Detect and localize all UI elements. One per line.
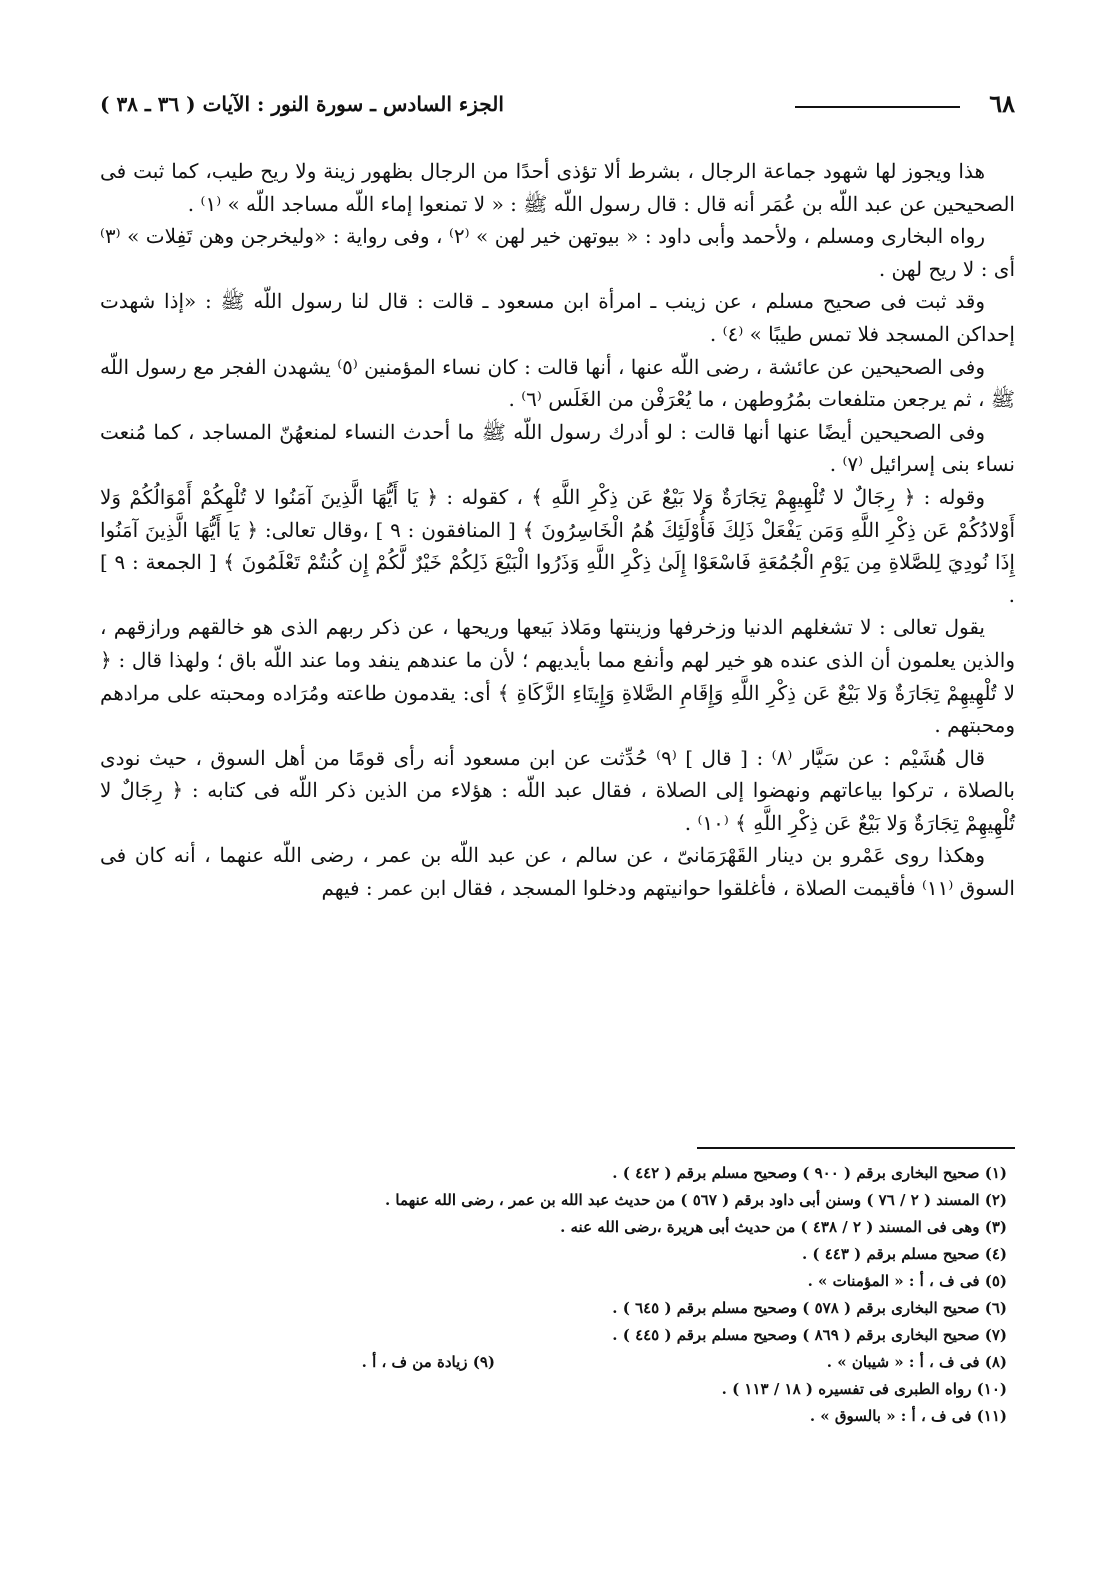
- page-header: [100, 86, 1015, 122]
- footnote-2: (٢) المسند ( ٢ / ٧٦ ) وسنن أبى داود برقم ( ٥٦٧ ) من حديث عبد الله بن عمر ، رضى الله عنهما .: [384, 1191, 1007, 1209]
- footnote-8: (٨) فى ف ، أ : « شيبان » .: [826, 1353, 1007, 1371]
- footnote-5: (٥) فى ف ، أ : « المؤمنات » .: [807, 1272, 1007, 1290]
- footnote-10: (١٠) رواه الطبرى فى تفسيره ( ١٨ / ١١٣ ) .: [721, 1380, 1007, 1398]
- footnote-row: [100, 1349, 1015, 1376]
- main-text: [100, 155, 1015, 905]
- footnotes: [100, 1160, 1015, 1430]
- paragraph: وفى الصحيحين أيضًا عنها أنها قالت : لو أدرك رسول اللّه ﷺ ما أحدث النساء لمنعهُنّ المساجد ، كما مُنعت نساء بنى إسرائيل ⁽٧⁾ .: [100, 419, 1015, 477]
- paragraph: وقد ثبت فى صحيح مسلم ، عن زينب ـ امرأة ابن مسعود ـ قالت : قال لنا رسول اللّه ﷺ : «إذا شهدت إحداكن المسجد فلا تمس طيبًا » ⁽٤⁾ .: [100, 289, 1015, 346]
- paragraph: هذا ويجوز لها شهود جماعة الرجال ، بشرط ألا تؤذى أحدًا من الرجال بظهور زينة ولا ريح طيب، كما ثبت فى الصحيحين عن عبد اللّه بن عُمَر أنه قال : قال رسول اللّه ﷺ : « لا تمنعوا إماء اللّه مساجد اللّه » ⁽١⁾ .: [100, 159, 1015, 216]
- footnote-4: (٤) صحيح مسلم برقم ( ٤٤٣ ) .: [801, 1245, 1007, 1263]
- paragraph: وقوله : ﴿ رِجَالٌ لا تُلْهِيهِمْ تِجَارَةٌ وَلا بَيْعٌ عَن ذِكْرِ اللَّهِ ﴾ ، كقوله : ﴿ يَا أَيُّهَا الَّذِينَ آمَنُوا لا تُلْهِكُمْ أَمْوَالُكُمْ وَلا أَوْلادُكُمْ عَن ذِكْرِ اللَّهِ وَمَن يَفْعَلْ ذَلِكَ فَأُوْلَئِكَ هُمُ الْخَاسِرُونَ ﴾ [ المنافقون : ٩ ] ،وقال تعالى: ﴿ يَا أَيُّهَا الَّذِينَ آمَنُوا إِذَا نُودِيَ لِلصَّلاةِ مِن يَوْمِ الْجُمُعَةِ فَاسْعَوْا إِلَىٰ ذِكْرِ اللَّهِ وَذَرُوا الْبَيْعَ ذَلِكُمْ خَيْرٌ لَّكُمْ إِن كُنتُمْ تَعْلَمُونَ ﴾ [ الجمعة : ٩ ] .: [100, 484, 1016, 607]
- footnote-3: (٣) وهى فى المسند ( ٢ / ٤٣٨ ) من حديث أبى هريرة ،رضى الله عنه .: [560, 1218, 1007, 1236]
- paragraph: وهكذا روى عَمْرو بن دينار القَهْرَمَانىّ ، عن سالم ، عن عبد اللّه بن عمر ، رضى اللّه عنهما ، أنه كان فى السوق ⁽١١⁾ فأقيمت الصلاة ، فأغلقوا حوانيتهم ودخلوا المسجد ، فقال ابن عمر : فيهم: [100, 843, 1015, 901]
- footnote-9: (٩) زيادة من ف ، أ .: [361, 1353, 495, 1371]
- header-rule: [795, 106, 960, 108]
- paragraph: قال هُشَيْم : عن سَيَّار ⁽٨⁾ : [ قال ] ⁽٩⁾ حُدِّثت عن ابن مسعود أنه رأى قومًا من أهل السوق ، حيث نودى بالصلاة ، تركوا بياعاتهم ونهضوا إلى الصلاة ، فقال عبد اللّه : هؤلاء من الذين ذكر اللّه فى كتابه : ﴿ رِجَالٌ لا تُلْهِيهِمْ تِجَارَةٌ وَلا بَيْعٌ عَن ذِكْرِ اللَّهِ ﴾ ⁽١٠⁾ .: [100, 745, 1015, 835]
- footnote-11: (١١) فى ف ، أ : « بالسوق » .: [809, 1407, 1007, 1425]
- paragraph: وفى الصحيحين عن عائشة ، رضى اللّه عنها ، أنها قالت : كان نساء المؤمنين ⁽٥⁾ يشهدن الفجر مع رسول اللّه ﷺ ، ثم يرجعن متلفعات بمُرُوطهن ، ما يُعْرَفْن من الغَلَس ⁽٦⁾ .: [100, 354, 1015, 412]
- page-number: ٦٨: [989, 89, 1015, 118]
- footnote-7: (٧) صحيح البخارى برقم ( ٨٦٩ ) وصحيح مسلم برقم ( ٤٤٥ ) .: [612, 1326, 1007, 1344]
- paragraph: رواه البخارى ومسلم ، ولأحمد وأبى داود : « بيوتهن خير لهن » ⁽٢⁾ ، وفى رواية : «وليخرجن وهن تَفِلات » ⁽٣⁾ أى : لا ريح لهن .: [100, 224, 1015, 281]
- footnote-separator: [697, 1147, 1015, 1149]
- footnote-1: (١) صحيح البخارى برقم ( ٩٠٠ ) وصحيح مسلم برقم ( ٤٤٢ ) .: [612, 1164, 1007, 1182]
- footnote-6: (٦) صحيح البخارى برقم ( ٥٧٨ ) وصحيح مسلم برقم ( ٦٤٥ ) .: [612, 1299, 1007, 1317]
- running-title: الجزء السادس ـ سورة النور : الآيات ( ٣٦ ـ ٣٨ ): [100, 92, 504, 116]
- paragraph: يقول تعالى : لا تشغلهم الدنيا وزخرفها وزينتها ومَلاذ بَيعها وريحها ، عن ذكر ربهم الذى هو خالقهم ورازقهم ، والذين يعلمون أن الذى عنده هو خير لهم وأنفع مما بأيديهم ؛ لأن ما عندهم ينفد وما عند اللّه باق ؛ ولهذا قال : ﴿ لا تُلْهِيهِمْ تِجَارَةٌ وَلا بَيْعٌ عَن ذِكْرِ اللَّهِ وَإِقَامِ الصَّلاةِ وَإِيتَاءِ الزَّكَاةِ ﴾ أى: يقدمون طاعته ومُرَاده ومحبته على مرادهم ومحبتهم .: [100, 615, 1015, 738]
